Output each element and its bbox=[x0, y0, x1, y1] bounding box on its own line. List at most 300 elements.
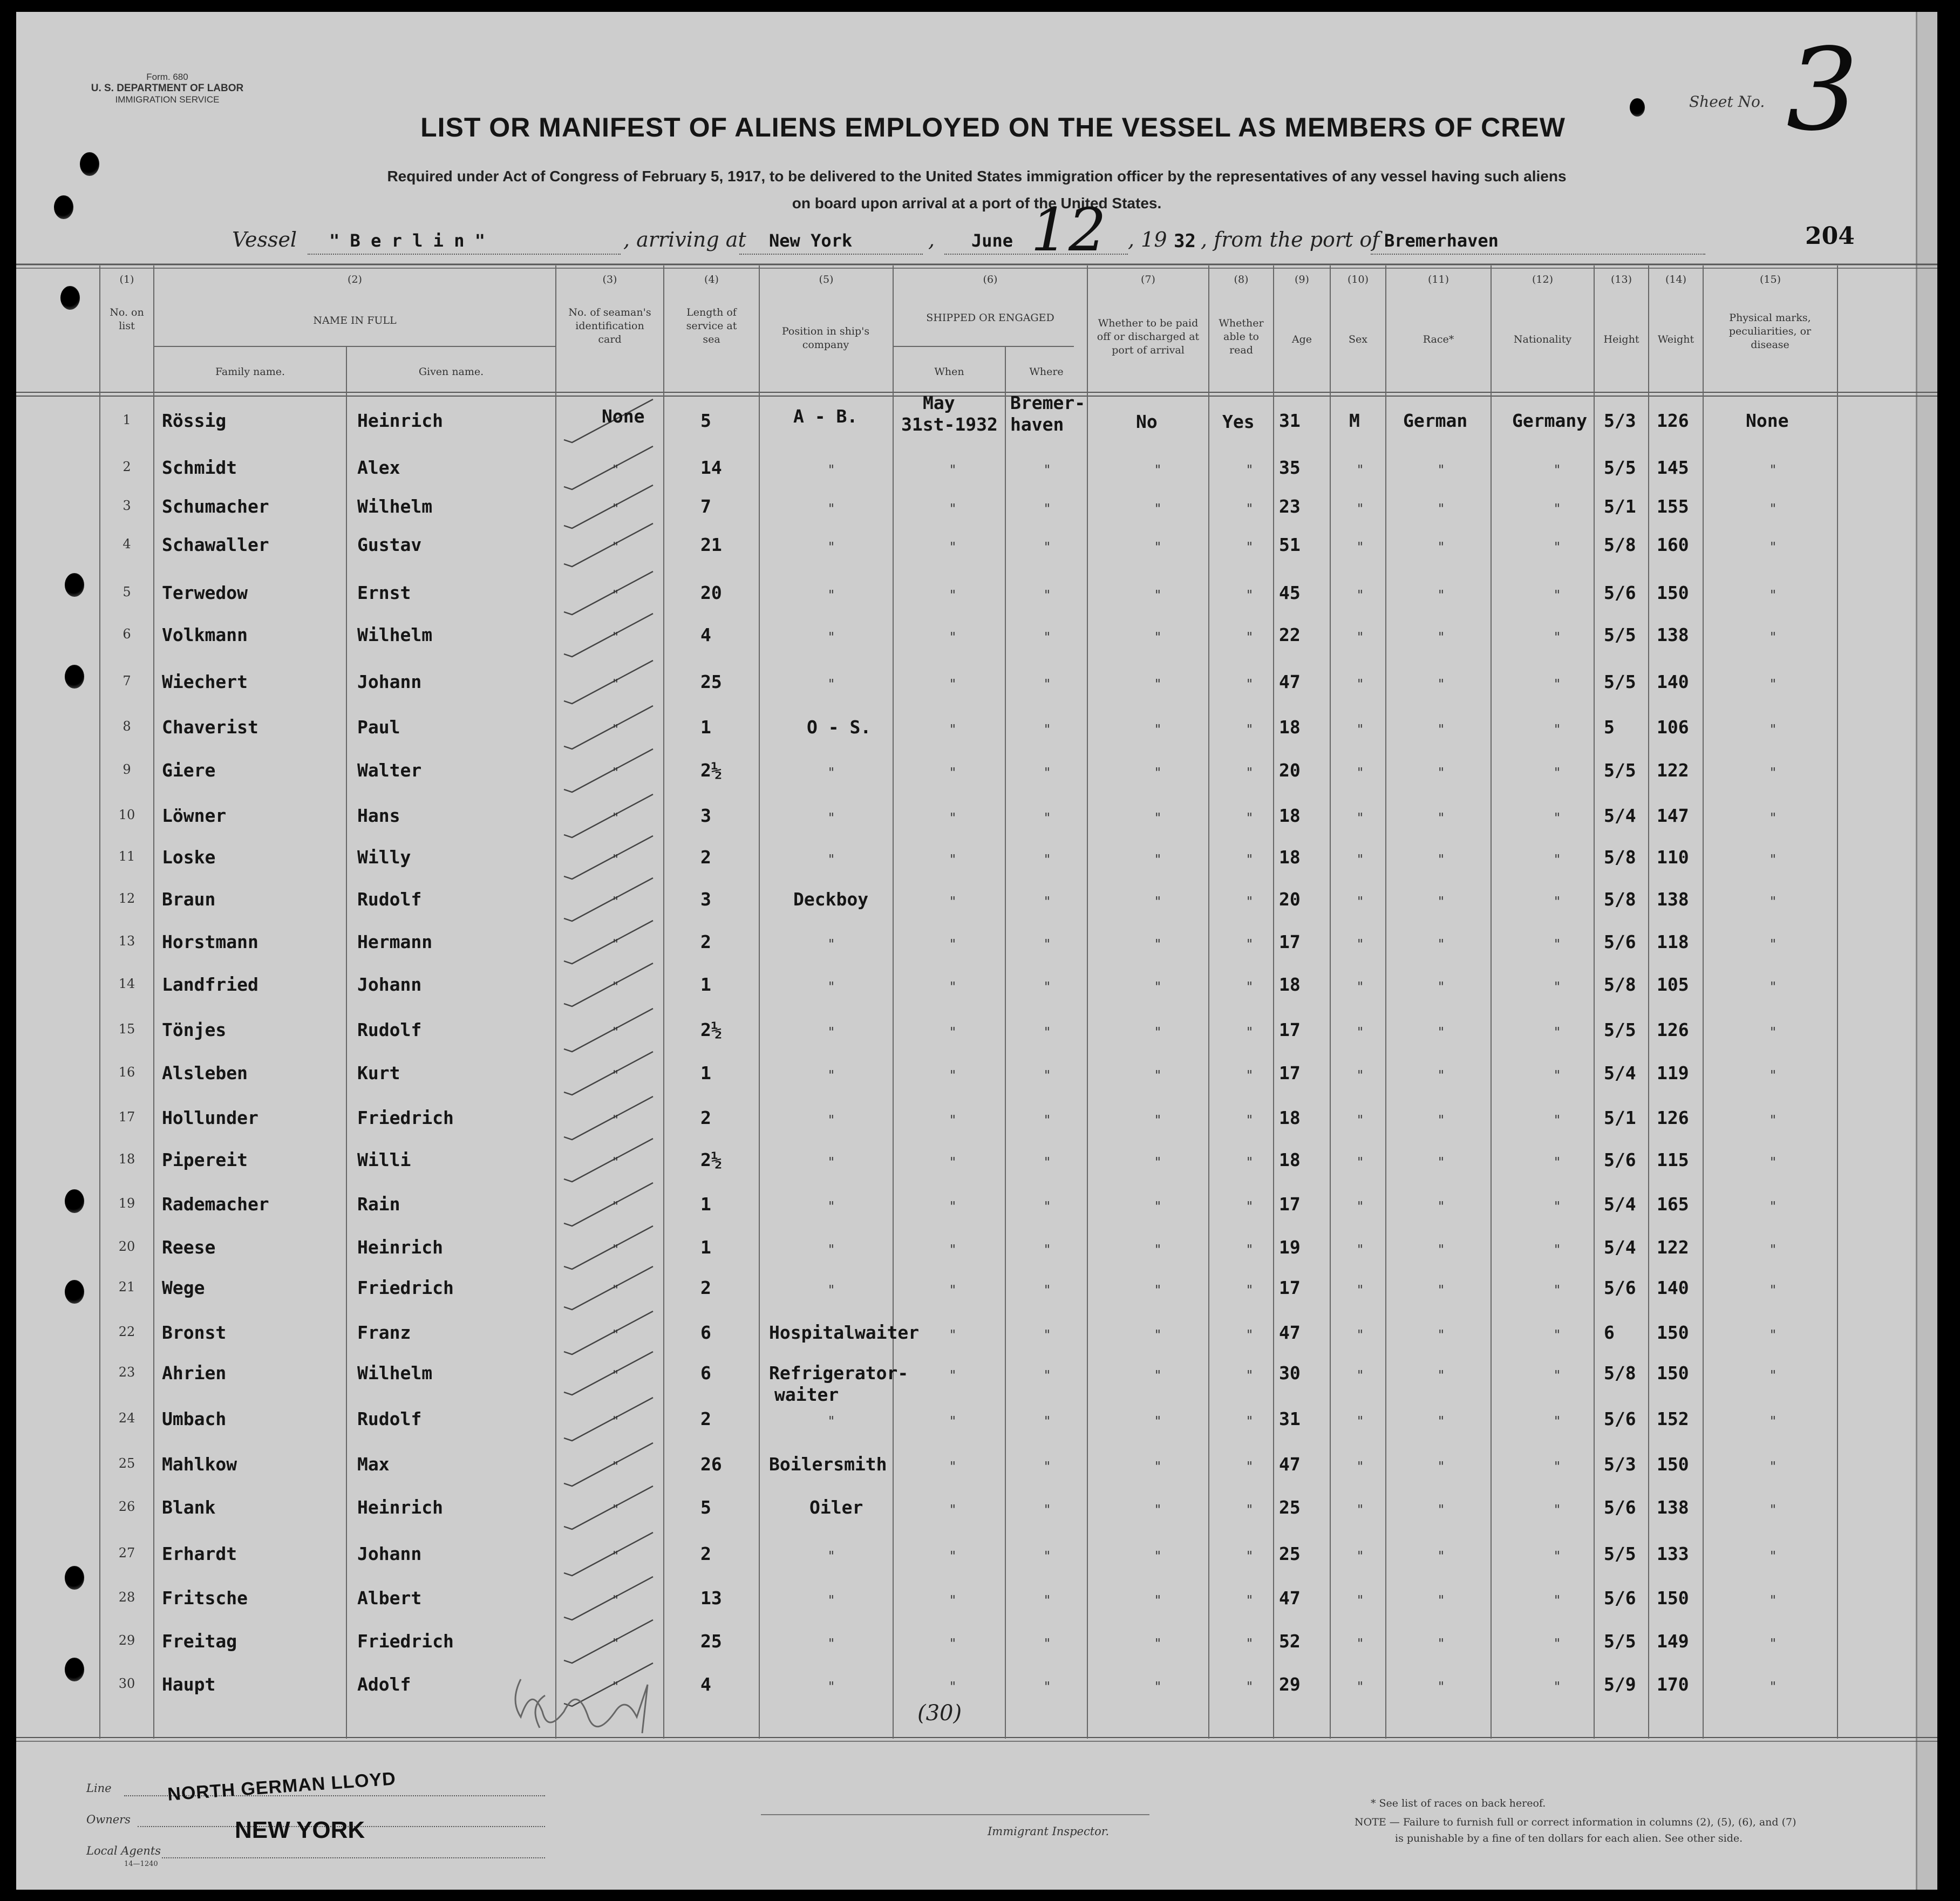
ditto-mark: " bbox=[1155, 1068, 1161, 1083]
year-prefix: , 19 bbox=[1128, 228, 1167, 251]
ditto-mark: " bbox=[1770, 1242, 1777, 1257]
ditto-mark: " bbox=[1438, 1593, 1445, 1608]
weight: 149 bbox=[1657, 1631, 1689, 1652]
manifest-sheet: Form. 680 U. S. DEPARTMENT OF LABOR IMMIGRATION SERVICE Sheet No. 3 LIST OR MANIFEST OF ALIENS EMPLOYED ON THE VESSEL AS MEMBERS OF CREW Required under Act of Congress of February 5, 1917, to be delivered to the United States immigration officer by the representatives of any vessel having such aliens on board upon arrival at a port of the United States. Vessel " B e r l i n " , arriving at New York , June 12 , 19 32 , from the port of Bremerhaven 204 (1) No. on list (2) NAME IN FULL Family name. Given name. (3) No. of seaman's identification card (4) Length of service at sea (5) Position in ship's company (6) SHIPPED OR ENGAGED When Where (7) Whether to be paid off or discharged at port of arrival (8) Whether able to read (9) Age (10) Sex (11) Race* (12) Nationality (13) Height (14) Weight (15) Physical marks, peculiarities, or disease None A - B. May 31st-1932 Bremer- haven No Yes M German Germany None 1 Rössig Heinrich 5 31 5/3 126 2 Schmidt Alex 14 " 35 5/5 145 " " " " " " " " " 3 Schumacher Wilhelm 7 " 23 5/1 155 " " " " " " " " " 4 Schawaller Gustav 21 " 51 5/8 160 " " " " " " " " " 5 Terwedow Ernst 20 " 45 5/6 150 " " " " " " " " " 6 Volkmann Wilhelm 4 " 22 5/5 138 " " " " " " " " " 7 Wiechert Johann 25 " 47 5/5 140 " " " " " " " " " 8 Chaverist Paul 1 O - S. 18 5 106 " " " " " " " " " 9 Giere Walter 2½ " 20 5/5 122 " " " " " " " " " 10 Löwner Hans 3 " 18 5/4 147 " " " " " " " " " 11 Loske Willy 2 " 18 5/8 110 " " " " " " " " " 12 Braun Rudolf 3 Deckboy 20 5/8 138 " " " " " " " " " 13 Horstmann Hermann 2 " 17 5/6 118 " " " " " " " " " 14 Landfried Johann 1 " 18 5/8 105 " " " " " " " " " 15 Tönjes Rudolf 2½ " 17 5/5 126 " " " " " " " " " 16 Alsleben Kurt 1 " 17 5/4 119 " " " " " " " " " 17 Hollunder Friedrich 2 " 18 5/1 126 " " " " " " " " " 18 Pipereit Willi 2½ " 18 5/6 115 " " " " " " " " " 19 Rademacher Rain 1 " 17 5/4 165 " " " " " " " " " 20 Reese Heinrich 1 " 19 5/4 122 " " " " " " " " " 21 Wege Friedrich 2 " 17 5/6 140 " " " " " " " " " 22 Bronst Franz 6 Hospitalwaiter 47 6 150 " " " " " " " " " 23 Ahrien Wilhelm 6 Refrigerator- waiter 30 5/8 150 " " " " " " " " " 24 Umbach Rudolf 2 " 31 5/6 152 " " " " " " " " " 25 Mahlkow Max 26 Boilersmith 47 5/3 150 " " " " " " " " " 26 Blank Heinrich 5 Oiler 25 5/6 138 " " " " " " " " " 27 Erhardt Johann 2 " 25 5/5 133 " " " " " " " " " 28 Fritsche Albert 13 " 47 5/6 150 " " " " " " " " " 29 Freitag Friedrich 25 " 52 5/5 149 " " " " " " " " " 30 Haupt Adolf 4 " 29 5/9 170 " " " " " " " " " (30) Line NORTH GERMAN LLOYD Owners Local Agents NEW YORK 14—1240 Immigrant Inspector. * See list of races on back hereof. NOTE — Failure to furnish full or correct information in columns (2), (5), (6), and (7) is punishable by a fine of ten dollars for each alien. See other side. bbox=[16, 12, 1937, 1890]
weight: 150 bbox=[1657, 1362, 1689, 1384]
weight: 155 bbox=[1657, 496, 1689, 517]
ditto-mark: " bbox=[1247, 462, 1253, 478]
inspector-label: Immigrant Inspector. bbox=[988, 1825, 1110, 1838]
page-title: LIST OR MANIFEST OF ALIENS EMPLOYED ON THE VESSEL AS MEMBERS OF CREW bbox=[420, 112, 1566, 142]
ditto-mark: " bbox=[1770, 722, 1777, 737]
given-name: Wilhelm bbox=[357, 1362, 433, 1384]
row-number: 19 bbox=[118, 1196, 135, 1211]
col-14-header: Weight bbox=[1657, 333, 1694, 345]
ditto-mark: " bbox=[950, 1025, 956, 1040]
ditto-mark: " bbox=[1247, 810, 1253, 826]
ditto-mark: " bbox=[1155, 979, 1161, 994]
col-2a-header: Family name. bbox=[215, 366, 285, 378]
arrival-day: 12 bbox=[1031, 195, 1106, 264]
col-2b-header: Given name. bbox=[418, 366, 484, 378]
ditto-mark: " bbox=[1247, 1502, 1253, 1517]
family-name: Pipereit bbox=[162, 1149, 248, 1170]
given-name: Heinrich bbox=[357, 410, 443, 431]
ditto-mark: " bbox=[1044, 1327, 1051, 1343]
ditto-mark: " bbox=[1554, 1113, 1561, 1128]
ditto-mark: " bbox=[950, 1636, 956, 1651]
age: 22 bbox=[1279, 624, 1301, 645]
family-name: Schmidt bbox=[162, 457, 237, 478]
ditto-mark: " bbox=[1554, 852, 1561, 867]
ditto-mark: " bbox=[1247, 1414, 1253, 1429]
service-length: 2 bbox=[700, 1107, 711, 1128]
ditto-mark: " bbox=[1357, 810, 1364, 826]
position-ditto: " bbox=[828, 1414, 835, 1429]
weight: 119 bbox=[1657, 1062, 1689, 1084]
check-mark bbox=[564, 1352, 653, 1395]
ditto-mark: " bbox=[1438, 1155, 1445, 1170]
ditto-mark: " bbox=[950, 1283, 956, 1298]
service-length: 21 bbox=[700, 534, 722, 555]
service-length: 2½ bbox=[700, 1149, 722, 1170]
punch-hole bbox=[65, 665, 84, 689]
given-name: Rudolf bbox=[357, 1408, 422, 1429]
ditto-mark: " bbox=[1247, 937, 1253, 952]
arrival-year: 32 bbox=[1174, 230, 1196, 252]
age: 18 bbox=[1279, 847, 1301, 868]
service-length: 4 bbox=[700, 624, 711, 645]
family-name: Schawaller bbox=[162, 534, 269, 555]
race: German bbox=[1403, 410, 1468, 431]
ditto-mark: " bbox=[950, 1414, 956, 1429]
ditto-mark: " bbox=[1247, 894, 1253, 909]
ditto-mark: " bbox=[1044, 630, 1051, 645]
ditto-mark: " bbox=[1357, 1549, 1364, 1564]
service-length: 25 bbox=[700, 671, 722, 692]
height: 5/4 bbox=[1604, 1194, 1636, 1215]
ditto-mark: " bbox=[950, 501, 956, 516]
service-length: 2 bbox=[700, 1277, 711, 1298]
weight: 145 bbox=[1657, 457, 1689, 478]
ditto-mark: " bbox=[1770, 1155, 1777, 1170]
service-length: 2 bbox=[700, 1543, 711, 1564]
ditto-mark: " bbox=[1438, 1283, 1445, 1298]
ditto-mark: " bbox=[1770, 1459, 1777, 1474]
age: 25 bbox=[1279, 1543, 1301, 1564]
subtitle-line-2: on board upon arrival at a port of the United States. bbox=[792, 195, 1162, 212]
row-number: 20 bbox=[118, 1239, 135, 1254]
family-name: Umbach bbox=[162, 1408, 227, 1429]
ditto-mark: " bbox=[950, 1155, 956, 1170]
ditto-mark: " bbox=[1044, 1502, 1051, 1517]
row-number: 29 bbox=[118, 1633, 135, 1648]
position-ditto: " bbox=[828, 810, 835, 826]
ditto-mark: " bbox=[950, 1113, 956, 1128]
given-name: Willi bbox=[357, 1149, 411, 1170]
given-name: Adolf bbox=[357, 1674, 411, 1695]
age: 51 bbox=[1279, 534, 1301, 555]
check-mark bbox=[564, 1183, 653, 1226]
ditto-mark: " bbox=[1770, 1327, 1777, 1343]
height: 5/8 bbox=[1604, 534, 1636, 555]
check-mark bbox=[564, 749, 653, 792]
ditto-mark: " bbox=[1770, 1636, 1777, 1651]
ship-position: Hospitalwaiter bbox=[769, 1322, 920, 1343]
ditto-mark: " bbox=[1044, 1242, 1051, 1257]
ditto-mark: " bbox=[1247, 1155, 1253, 1170]
row-number: 8 bbox=[122, 719, 131, 734]
ditto-mark: " bbox=[1155, 1155, 1161, 1170]
service-length: 1 bbox=[700, 1237, 711, 1258]
ditto-mark: " bbox=[1357, 1636, 1364, 1651]
ditto-mark: " bbox=[1770, 1549, 1777, 1564]
ditto-mark: " bbox=[1357, 1414, 1364, 1429]
ditto-mark: " bbox=[950, 722, 956, 737]
arrival-port: New York bbox=[769, 230, 853, 251]
height: 5/5 bbox=[1604, 1543, 1636, 1564]
given-name: Johann bbox=[357, 1543, 422, 1564]
service-length: 1 bbox=[700, 1194, 711, 1215]
position-ditto: " bbox=[828, 1199, 835, 1214]
col-1-number: (1) bbox=[119, 274, 134, 285]
ditto-mark: " bbox=[1554, 765, 1561, 780]
position-ditto: " bbox=[828, 937, 835, 952]
agents-stamp: NEW YORK bbox=[235, 1817, 365, 1843]
ditto-mark: " bbox=[1155, 1199, 1161, 1214]
check-mark bbox=[564, 614, 653, 657]
ditto-mark: " bbox=[1155, 1113, 1161, 1128]
given-name: Friedrich bbox=[357, 1631, 454, 1652]
ditto-mark: " bbox=[1044, 1155, 1051, 1170]
ditto-mark: " bbox=[1357, 1242, 1364, 1257]
service-length: 5 bbox=[700, 1497, 711, 1518]
ditto-mark: " bbox=[950, 1549, 956, 1564]
col-4-number: (4) bbox=[704, 274, 719, 285]
ditto-mark: " bbox=[1438, 630, 1445, 645]
sheet-number-label: Sheet No. bbox=[1689, 93, 1765, 111]
ditto-mark: " bbox=[950, 852, 956, 867]
ditto-mark: " bbox=[1770, 1025, 1777, 1040]
col-9-number: (9) bbox=[1295, 274, 1309, 285]
family-name: Chaverist bbox=[162, 717, 258, 738]
given-name: Hans bbox=[357, 805, 400, 826]
service-length: 26 bbox=[700, 1454, 722, 1475]
ditto-mark: " bbox=[1770, 937, 1777, 952]
height: 5/5 bbox=[1604, 624, 1636, 645]
ditto-mark: " bbox=[950, 937, 956, 952]
ditto-mark: " bbox=[612, 1242, 619, 1257]
age: 20 bbox=[1279, 889, 1301, 910]
ditto-mark: " bbox=[1438, 1549, 1445, 1564]
ditto-mark: " bbox=[1044, 979, 1051, 994]
ditto-mark: " bbox=[950, 894, 956, 909]
ditto-mark: " bbox=[1247, 1636, 1253, 1651]
family-name: Giere bbox=[162, 760, 216, 781]
height: 5/1 bbox=[1604, 496, 1636, 517]
ditto-mark: " bbox=[1247, 1025, 1253, 1040]
ditto-mark: " bbox=[1357, 540, 1364, 555]
ditto-mark: " bbox=[1357, 588, 1364, 603]
ditto-mark: " bbox=[1155, 588, 1161, 603]
ditto-mark: " bbox=[950, 765, 956, 780]
check-mark bbox=[564, 706, 653, 749]
weight: 106 bbox=[1657, 717, 1689, 738]
ditto-mark: " bbox=[950, 677, 956, 692]
agents-label: Local Agents bbox=[86, 1844, 161, 1857]
height: 5/9 bbox=[1604, 1674, 1636, 1695]
height: 5/6 bbox=[1604, 931, 1636, 952]
ditto-mark: " bbox=[1357, 1113, 1364, 1128]
col-3-header: No. of seaman's identification card bbox=[568, 306, 651, 345]
age: 47 bbox=[1279, 1587, 1301, 1609]
ditto-mark: " bbox=[1554, 1025, 1561, 1040]
col-9-header: Age bbox=[1291, 333, 1312, 345]
physical-marks: None bbox=[1746, 410, 1789, 431]
height: 5/8 bbox=[1604, 889, 1636, 910]
check-mark bbox=[564, 1052, 653, 1095]
sex: M bbox=[1349, 410, 1360, 431]
check-mark bbox=[564, 1226, 653, 1269]
ditto-mark: " bbox=[1357, 501, 1364, 516]
ditto-mark: " bbox=[1554, 810, 1561, 826]
service-length: 3 bbox=[700, 889, 711, 910]
position-ditto: " bbox=[828, 1636, 835, 1651]
col-6-number: (6) bbox=[983, 274, 998, 285]
ditto-mark: " bbox=[1247, 1283, 1253, 1298]
col-15-header: Physical marks, peculiarities, or disease bbox=[1728, 312, 1812, 351]
family-name: Freitag bbox=[162, 1631, 237, 1652]
card-none: None bbox=[602, 406, 645, 427]
position-ditto: " bbox=[828, 1549, 835, 1564]
ditto-mark: " bbox=[1155, 540, 1161, 555]
ditto-mark: " bbox=[1770, 1502, 1777, 1517]
age: 29 bbox=[1279, 1674, 1301, 1695]
ditto-mark: " bbox=[1357, 1502, 1364, 1517]
check-mark bbox=[564, 963, 653, 1006]
check-mark bbox=[564, 1266, 653, 1310]
position-ditto: " bbox=[828, 1679, 835, 1694]
position-ab: A - B. bbox=[793, 406, 858, 427]
height: 5/5 bbox=[1604, 671, 1636, 692]
ditto-mark: " bbox=[1770, 1199, 1777, 1214]
given-name: Max bbox=[357, 1454, 390, 1475]
ditto-mark: " bbox=[1044, 1283, 1051, 1298]
col-6b-header: Where bbox=[1029, 366, 1064, 378]
ditto-mark: " bbox=[1357, 1459, 1364, 1474]
position-ditto: " bbox=[828, 1593, 835, 1608]
ditto-mark: " bbox=[1554, 1636, 1561, 1651]
age: 47 bbox=[1279, 1454, 1301, 1475]
given-name: Wilhelm bbox=[357, 624, 433, 645]
height: 5/3 bbox=[1604, 410, 1636, 431]
service-length: 2 bbox=[700, 1408, 711, 1429]
family-name: Mahlkow bbox=[162, 1454, 237, 1475]
ditto-mark: " bbox=[1044, 722, 1051, 737]
ditto-mark: " bbox=[1247, 677, 1253, 692]
ditto-mark: " bbox=[612, 1368, 619, 1383]
ditto-mark: " bbox=[1357, 1155, 1364, 1170]
weight: 122 bbox=[1657, 1237, 1689, 1258]
age: 31 bbox=[1279, 410, 1301, 431]
given-name: Friedrich bbox=[357, 1107, 454, 1128]
ditto-mark: " bbox=[1044, 1068, 1051, 1083]
given-name: Friedrich bbox=[357, 1277, 454, 1298]
line-stamp: NORTH GERMAN LLOYD bbox=[167, 1768, 397, 1805]
ditto-mark: " bbox=[950, 1068, 956, 1083]
check-mark bbox=[564, 485, 653, 528]
ditto-mark: " bbox=[1770, 979, 1777, 994]
given-name: Walter bbox=[357, 760, 422, 781]
age: 47 bbox=[1279, 671, 1301, 692]
form-number: Form. 680 bbox=[146, 72, 188, 82]
given-name: Ernst bbox=[357, 582, 411, 603]
row-number: 15 bbox=[118, 1021, 135, 1037]
weight: 150 bbox=[1657, 582, 1689, 603]
row-number: 28 bbox=[118, 1590, 135, 1605]
punch-hole bbox=[54, 195, 73, 219]
weight: 133 bbox=[1657, 1543, 1689, 1564]
paid-off: No bbox=[1136, 411, 1158, 432]
ditto-mark: " bbox=[1247, 852, 1253, 867]
ditto-mark: " bbox=[950, 540, 956, 555]
age: 17 bbox=[1279, 1019, 1301, 1040]
weight: 160 bbox=[1657, 534, 1689, 555]
family-name: Schumacher bbox=[162, 496, 269, 517]
family-name: Fritsche bbox=[162, 1587, 248, 1609]
given-name: Paul bbox=[357, 717, 400, 738]
family-name: Tönjes bbox=[162, 1019, 227, 1040]
arriving-label: , arriving at bbox=[623, 228, 746, 251]
col-2-number: (2) bbox=[348, 274, 362, 285]
age: 17 bbox=[1279, 1194, 1301, 1215]
ditto-mark: " bbox=[1044, 540, 1051, 555]
ditto-mark: " bbox=[612, 1636, 619, 1651]
col-14-number: (14) bbox=[1665, 274, 1686, 285]
ditto-mark: " bbox=[1155, 1459, 1161, 1474]
row-number: 26 bbox=[118, 1499, 135, 1514]
ditto-mark: " bbox=[1044, 501, 1051, 516]
position-ditto: " bbox=[828, 1025, 835, 1040]
row-number: 1 bbox=[122, 412, 131, 427]
given-name: Heinrich bbox=[357, 1237, 443, 1258]
ditto-mark: " bbox=[1770, 852, 1777, 867]
ditto-mark: " bbox=[1044, 1636, 1051, 1651]
height: 5/6 bbox=[1604, 1277, 1636, 1298]
ditto-mark: " bbox=[1357, 1593, 1364, 1608]
line-label: Line bbox=[86, 1782, 112, 1795]
ditto-mark: " bbox=[1247, 588, 1253, 603]
ditto-mark: " bbox=[1770, 894, 1777, 909]
ditto-mark: " bbox=[1554, 894, 1561, 909]
weight: 138 bbox=[1657, 889, 1689, 910]
ditto-mark: " bbox=[950, 1593, 956, 1608]
weight: 150 bbox=[1657, 1322, 1689, 1343]
ditto-mark: " bbox=[1044, 1549, 1051, 1564]
note-line-2: is punishable by a fine of ten dollars for each alien. See other side. bbox=[1395, 1832, 1743, 1844]
check-mark bbox=[564, 1577, 653, 1620]
ditto-mark: " bbox=[1770, 677, 1777, 692]
ditto-mark: " bbox=[1770, 810, 1777, 826]
ditto-mark: " bbox=[1438, 1502, 1445, 1517]
punch-hole bbox=[65, 1280, 84, 1304]
age: 17 bbox=[1279, 1277, 1301, 1298]
check-mark bbox=[564, 878, 653, 921]
ditto-mark: " bbox=[1554, 1199, 1561, 1214]
races-note: * See list of races on back hereof. bbox=[1371, 1797, 1546, 1809]
ditto-mark: " bbox=[1438, 1113, 1445, 1128]
ditto-mark: " bbox=[612, 894, 619, 909]
ditto-mark: " bbox=[1044, 810, 1051, 826]
position-ditto: " bbox=[828, 1155, 835, 1170]
age: 17 bbox=[1279, 1062, 1301, 1084]
ditto-mark: " bbox=[1770, 1113, 1777, 1128]
ditto-mark: " bbox=[612, 1502, 619, 1517]
given-name: Gustav bbox=[357, 534, 422, 555]
punch-hole bbox=[65, 1566, 84, 1590]
ditto-mark: " bbox=[1247, 1068, 1253, 1083]
ship-position: Deckboy bbox=[793, 889, 869, 910]
ditto-mark: " bbox=[1554, 1459, 1561, 1474]
ditto-mark: " bbox=[612, 1459, 619, 1474]
ditto-mark: " bbox=[1554, 1368, 1561, 1383]
service-length: 1 bbox=[700, 974, 711, 995]
ditto-mark: " bbox=[1770, 501, 1777, 516]
ditto-mark: " bbox=[1554, 462, 1561, 478]
ditto-mark: " bbox=[1357, 1068, 1364, 1083]
family-name: Reese bbox=[162, 1237, 216, 1258]
height: 5/6 bbox=[1604, 1408, 1636, 1429]
ditto-mark: " bbox=[1155, 462, 1161, 478]
ditto-mark: " bbox=[1044, 1025, 1051, 1040]
ditto-mark: " bbox=[1357, 852, 1364, 867]
ditto-mark: " bbox=[1247, 540, 1253, 555]
ditto-mark: " bbox=[1438, 852, 1445, 867]
ditto-mark: " bbox=[1044, 588, 1051, 603]
ditto-mark: " bbox=[1770, 462, 1777, 478]
ditto-mark: " bbox=[1044, 1679, 1051, 1694]
ditto-mark: " bbox=[612, 501, 619, 516]
height: 5/5 bbox=[1604, 457, 1636, 478]
given-name: Rudolf bbox=[357, 1019, 422, 1040]
position-ditto: " bbox=[828, 588, 835, 603]
height: 5/3 bbox=[1604, 1454, 1636, 1475]
col-7-number: (7) bbox=[1141, 274, 1155, 285]
row-number: 6 bbox=[122, 626, 131, 642]
ditto-mark: " bbox=[612, 462, 619, 478]
ditto-mark: " bbox=[1554, 1068, 1561, 1083]
punch-hole bbox=[60, 286, 80, 310]
col-8-number: (8) bbox=[1234, 274, 1249, 285]
col-6-header: SHIPPED OR ENGAGED bbox=[926, 312, 1054, 324]
age: 17 bbox=[1279, 931, 1301, 952]
col-13-number: (13) bbox=[1610, 274, 1632, 285]
age: 20 bbox=[1279, 760, 1301, 781]
ditto-mark: " bbox=[950, 630, 956, 645]
row-number: 14 bbox=[118, 976, 135, 991]
ditto-mark: " bbox=[1155, 1593, 1161, 1608]
col-11-number: (11) bbox=[1427, 274, 1449, 285]
check-mark bbox=[564, 660, 653, 704]
service-length: 2½ bbox=[700, 1019, 722, 1040]
ditto-mark: " bbox=[1554, 501, 1561, 516]
ditto-mark: " bbox=[612, 677, 619, 692]
shipped-when-1: May bbox=[923, 392, 955, 413]
family-name: Loske bbox=[162, 847, 216, 868]
age: 18 bbox=[1279, 805, 1301, 826]
row-number: 12 bbox=[118, 891, 135, 906]
ditto-mark: " bbox=[1554, 1502, 1561, 1517]
weight: 110 bbox=[1657, 847, 1689, 868]
given-name: Albert bbox=[357, 1587, 422, 1609]
